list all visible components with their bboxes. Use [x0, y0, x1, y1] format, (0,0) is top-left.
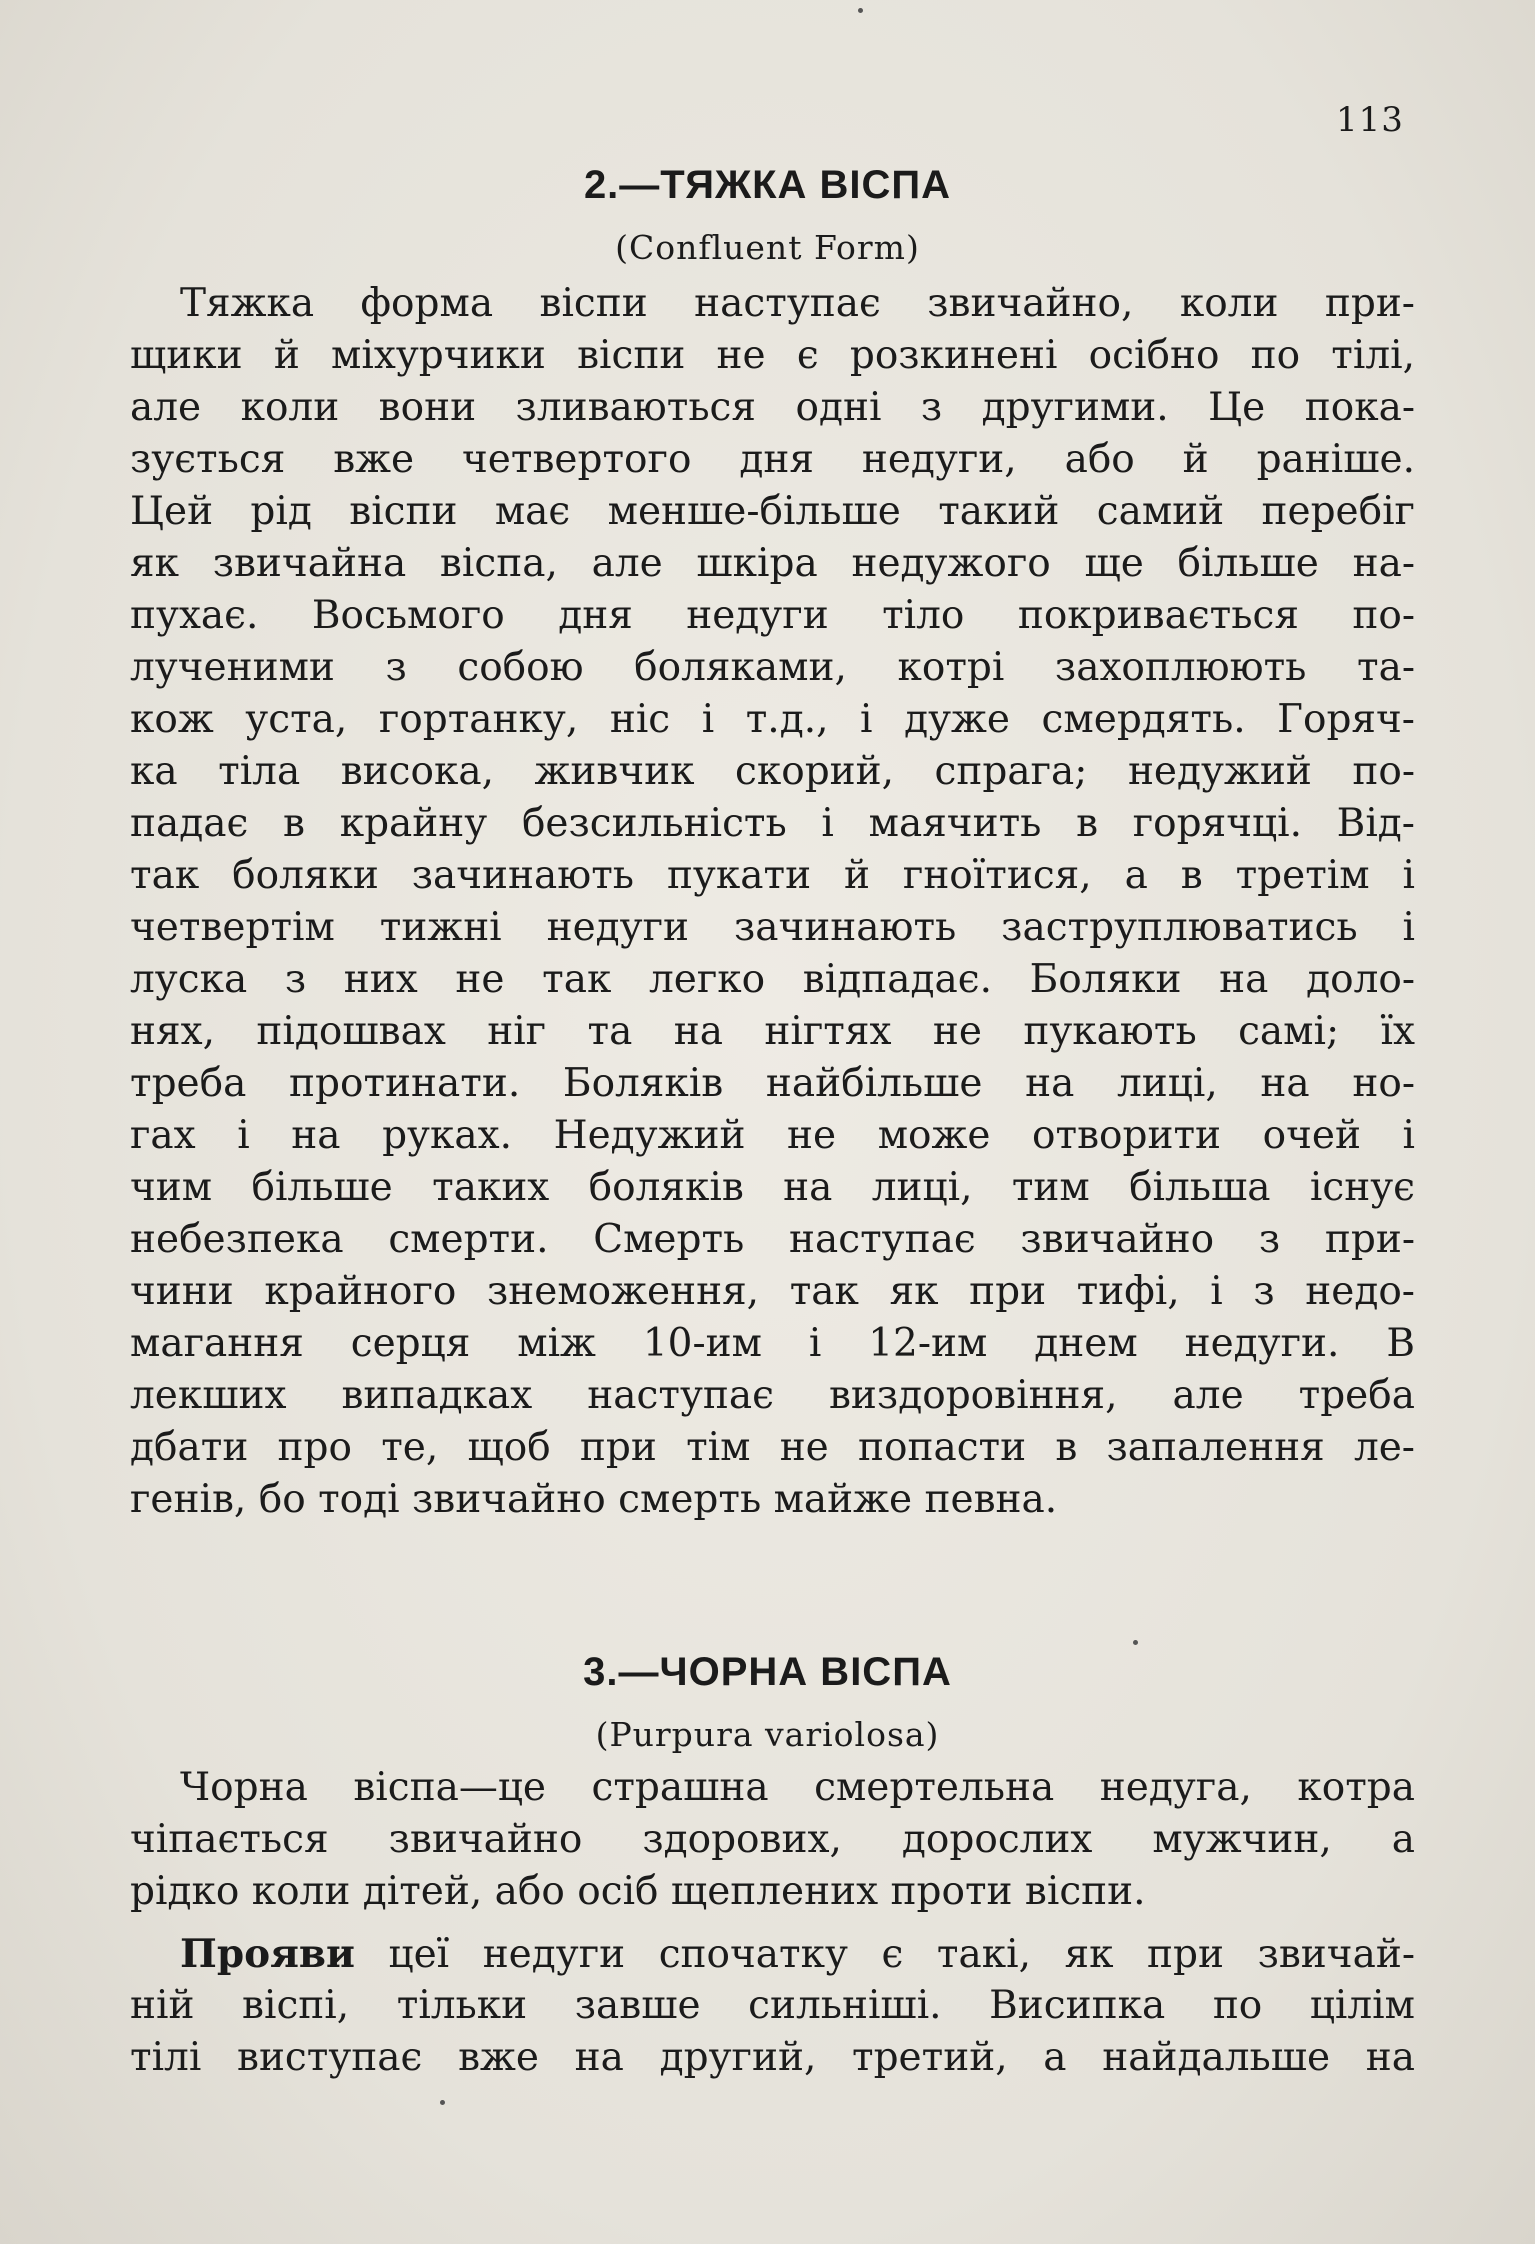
text-line: Тяжка форма віспи наступає звичайно, коли при- [180, 281, 1415, 326]
section-3-heading: 3.—ЧОРНА ВІСПА [583, 1650, 952, 1694]
text-line: ній віспі, тільки завше сильніші. Висипка по цілім [130, 1983, 1415, 2028]
text-line: четвертім тижні недуги зачинають заструплюватись і [130, 905, 1415, 950]
text-line [180, 1928, 1415, 1980]
text-line: лекших випадках наступає виздоровіння, але треба [130, 1373, 1415, 1418]
text-line: але коли вони зливаються одні з другими. Це пока- [130, 385, 1415, 430]
text-line: генів, бо тоді звичайно смерть майже певна. [130, 1477, 1058, 1522]
text-line: чіпається звичайно здорових, дорослих мужчин, а [130, 1817, 1415, 1862]
section-3-subheading: (Purpura variolosa) [595, 1715, 940, 1754]
text-line: небезпека смерти. Смерть наступає звичайно з при- [130, 1217, 1415, 1262]
text-line: щики й міхурчики віспи не є розкинені осібно по тілі, [130, 333, 1415, 378]
print-speck [440, 2100, 445, 2105]
text-span: цеї недуги спочатку є такі, як при звичай- [354, 1932, 1415, 1977]
text-line: Цей рід віспи має менше-більше такий самий перебіг [130, 489, 1415, 534]
text-line: падає в крайну безсильність і маячить в горячці. Від- [130, 801, 1415, 846]
bold-term: Прояви [180, 1931, 355, 1977]
text-line: луска з них не так легко відпадає. Боляки на доло- [130, 957, 1415, 1002]
text-line: гах і на руках. Недужий не може отворити очей і [130, 1113, 1415, 1158]
text-line: треба протинати. Боляків найбільше на лиці, на но- [130, 1061, 1415, 1106]
print-speck [1133, 1640, 1138, 1645]
text-line: Чорна віспа—це страшна смертельна недуга, котра [180, 1765, 1415, 1810]
text-line: чини крайного знеможення, так як при тифі, і з недо- [130, 1269, 1415, 1314]
text-line: чим більше таких боляків на лиці, тим більша існує [130, 1165, 1415, 1210]
section-2-heading: 2.—ТЯЖКА ВІСПА [583, 163, 952, 207]
page-number: 113 [1336, 100, 1404, 140]
section-2-subheading: (Confluent Form) [615, 228, 920, 267]
text-line: рідко коли дітей, або осіб щеплених проти віспи. [130, 1869, 1146, 1914]
text-line: кож уста, гортанку, ніс і т.д., і дуже смердять. Горяч- [130, 697, 1415, 742]
text-line: ка тіла висока, живчик скорий, спрага; недужий по- [130, 749, 1415, 794]
text-line: лученими з собою боляками, котрі захоплюють та- [130, 645, 1415, 690]
text-line: нях, підошвах ніг та на нігтях не пукають самі; їх [130, 1009, 1415, 1054]
text-line: пухає. Восьмого дня недуги тіло покривається по- [130, 593, 1415, 638]
text-line: дбати про те, щоб при тім не попасти в запалення ле- [130, 1425, 1415, 1470]
text-line: магання серця між 10-им і 12-им днем недуги. В [130, 1321, 1415, 1366]
text-line: тілі виступає вже на другий, третий, а найдальше на [130, 2035, 1415, 2080]
text-line: як звичайна віспа, але шкіра недужого ще більше на- [130, 541, 1415, 586]
text-line: зується вже четвертого дня недуги, або й раніше. [130, 437, 1415, 482]
text-line: так боляки зачинають пукати й гноїтися, а в третім і [130, 853, 1415, 898]
print-speck [858, 8, 863, 13]
